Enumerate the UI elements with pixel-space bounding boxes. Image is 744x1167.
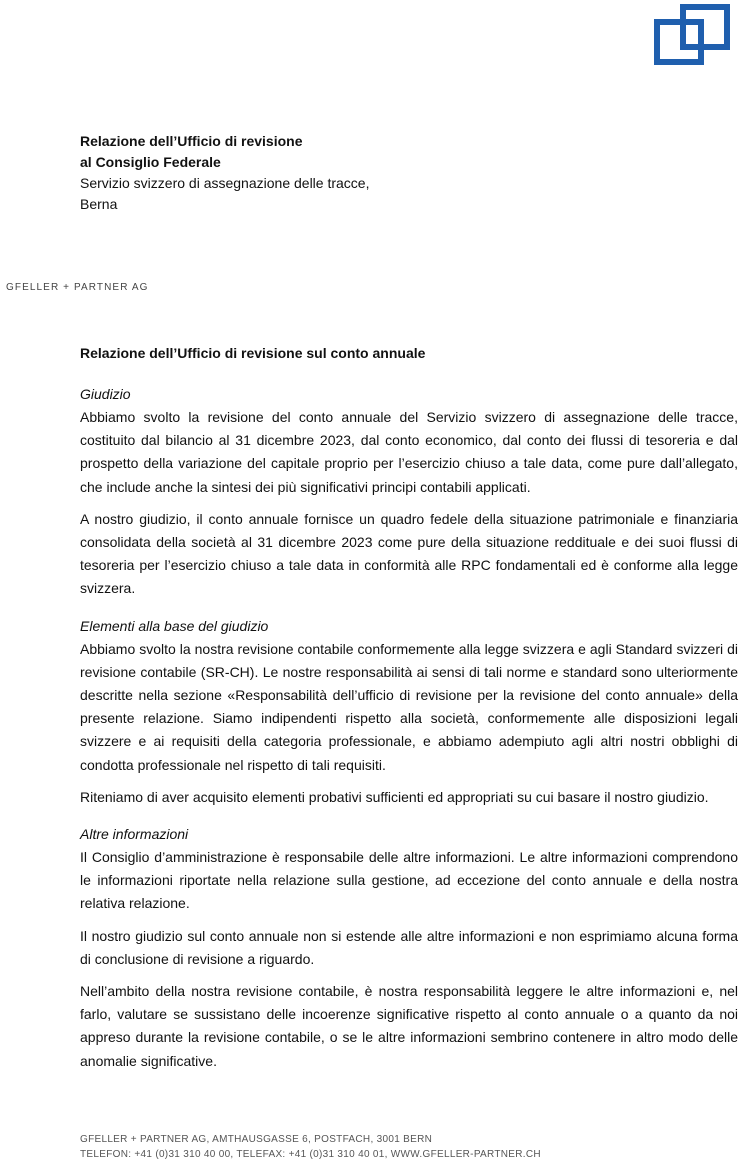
section-elementi xyxy=(80,615,738,809)
addressee-title: Relazione dell’Ufficio di revisione xyxy=(80,133,303,149)
report-title: Relazione dell’Ufficio di revisione sul conto annuale xyxy=(80,345,426,361)
addressee-block xyxy=(80,131,420,215)
paragraph: Riteniamo di aver acquisito elementi probativi sufficienti ed appropriati su cui basare il nostro giudizio. xyxy=(80,788,709,805)
report-body xyxy=(80,343,738,1087)
section-heading: Altre informazioni xyxy=(80,826,189,843)
footer-contact: TELEFON: +41 (0)31 310 40 00, TELEFAX: +41 (0)31 310 40 01, WWW.GFELLER-PARTNER.CH xyxy=(80,1148,541,1160)
section-altre-informazioni xyxy=(80,823,738,1073)
gfeller-partner-logo xyxy=(654,4,732,66)
addressee-recipient: al Consiglio Federale xyxy=(80,154,221,170)
addressee-city: Berna xyxy=(80,196,118,212)
section-heading: Giudizio xyxy=(80,386,131,402)
paragraph: Abbiamo svolto la nostra revisione contabile conformemente alla legge svizzera e agli Standard svizzeri di revisione contabile (SR-CH). Le nostre responsabilità ai sensi di tali norme e standard sono ulteriormente descritte nella sezione «Responsabilità dell’ufficio di revisione per la revisione del conto annuale» della presente relazione. Siamo indipendenti rispetto alla società, conformemente alle disposizioni legali svizzere e ai requisiti della categoria professionale, e abbiamo adempiuto agli altri nostri obblighi di condotta professionale nel rispetto di tali requisiti. xyxy=(80,640,738,773)
addressee-organisation: Servizio svizzero di assegnazione delle tracce, xyxy=(80,175,370,191)
paragraph: Il Consiglio d’amministrazione è responsabile delle altre informazioni. Le altre informazioni comprendono le informazioni riportate nella relazione sulla gestione, ad eccezione del conto annuale e della nostra relativa relazione. xyxy=(80,849,738,912)
paragraph: A nostro giudizio, il conto annuale fornisce un quadro fedele della situazione patrimoniale e finanziaria consolidata della società al 31 dicembre 2023 come pure della situazione reddituale e dei suoi flussi di tesoreria per l’esercizio chiuso a tale data in conformità alle RPC fondamentali ed è conforme alla legge svizzera. xyxy=(80,510,738,597)
footer xyxy=(80,1133,541,1162)
section-heading: Elementi alla base del giudizio xyxy=(80,617,269,634)
paragraph: Abbiamo svolto la revisione del conto annuale del Servizio svizzero di assegnazione delle tracce, costituito dal bilancio al 31 dicembre 2023, dal conto economico, dal conto dei flussi di tesoreria e dal prospetto della variazione del capitale proprio per l’esercizio chiuso a tale data, come pure dall’allegato, che include anche la sintesi dei più significativi principi contabili applicati. xyxy=(80,409,738,495)
paragraph: Nell’ambito della nostra revisione contabile, è nostra responsabilità leggere le altre informazioni e, nel farlo, valutare se sussistano delle incoerenze significative rispetto al conto annuale o a quanto da noi appreso durante la revisione contabile, o se le altre informazioni sembrino contenere in altro modo delle anomalie significative. xyxy=(80,983,738,1069)
section-giudizio xyxy=(80,383,738,601)
paragraph: Il nostro giudizio sul conto annuale non si estende alle altre informazioni e non esprimiamo alcuna forma di conclusione di revisione a riguardo. xyxy=(80,927,738,967)
brand-name: GFELLER + PARTNER AG xyxy=(6,282,149,293)
footer-address: GFELLER + PARTNER AG, AMTHAUSGASSE 6, POSTFACH, 3001 BERN xyxy=(80,1134,433,1145)
